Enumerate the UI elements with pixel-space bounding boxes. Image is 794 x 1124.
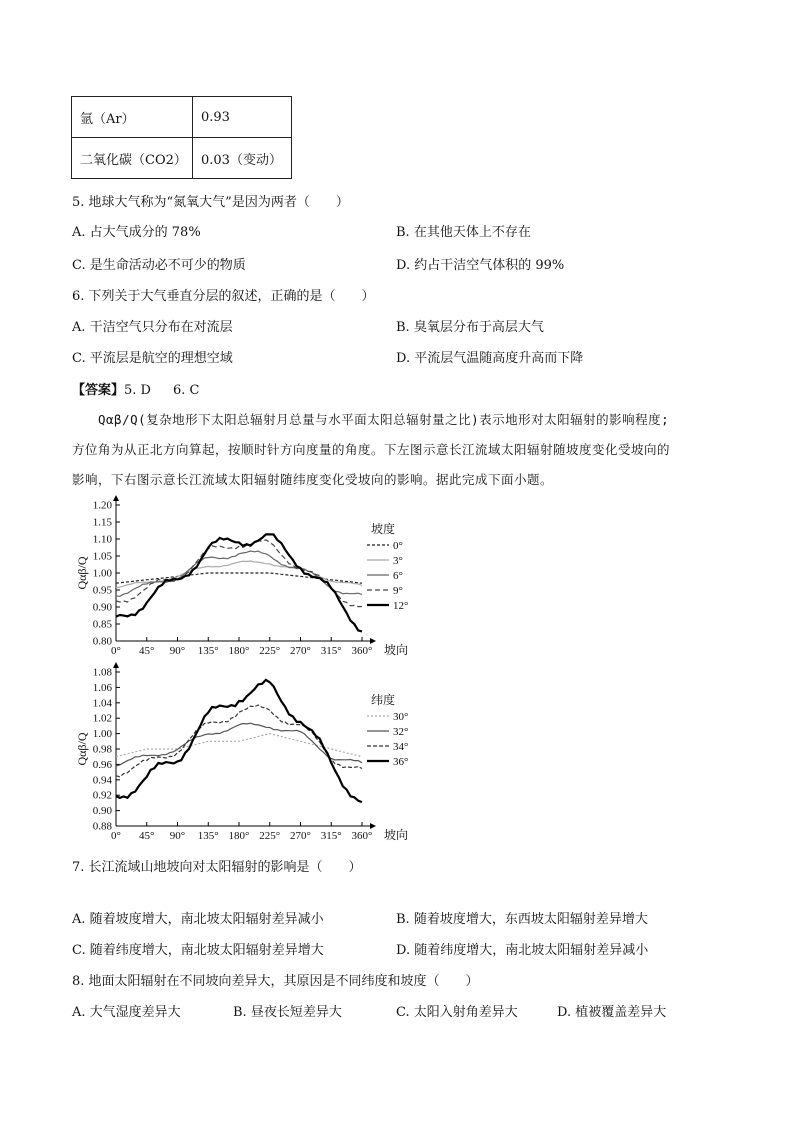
answer-line [72, 379, 199, 398]
y-axis-arrow [113, 662, 119, 668]
q5-option-d: D. 约占干洁空气体积的 99% [396, 258, 565, 273]
x-tick-label: 90° [169, 830, 186, 842]
x-tick-label: 225° [259, 830, 281, 842]
q8-option-b: B. 昼夜长短差异大 [233, 1005, 342, 1020]
q7-stem: 7. 长江流域山地坡向对太阳辐射的影响是（ ） [72, 860, 362, 875]
q6-option-d: D. 平流层气温随高度升高而下降 [396, 351, 584, 366]
table-cell-gas: 氩（Ar） [72, 97, 193, 138]
x-axis-arrow [370, 638, 376, 644]
y-tick-label: 1.00 [92, 567, 112, 580]
latitude-chart [72, 662, 452, 850]
q6-stem: 6. 下列关于大气垂直分层的叙述，正确的是（ ） [72, 289, 375, 304]
q6-option-c: C. 平流层是航空的理想空域 [72, 351, 233, 366]
y-tick-label: 0.90 [92, 805, 112, 818]
y-tick-label: 0.95 [92, 584, 112, 597]
answer-label: 【答案】 [72, 383, 125, 398]
q5-option-b: B. 在其他天体上不存在 [396, 225, 531, 240]
legend-title: 纬度 [371, 693, 396, 707]
legend-title: 坡度 [371, 522, 396, 536]
q7-option-b: B. 随着坡度增大，东西坡太阳辐射差异增大 [396, 912, 648, 927]
y-axis-arrow [113, 495, 119, 501]
x-axis-arrow [370, 823, 376, 829]
legend-label: 30° [393, 711, 409, 723]
q7-option-a: A. 随着坡度增大，南北坡太阳辐射差异减小 [72, 912, 324, 927]
passage-line-2: 方位角为从正北方向算起，按顺时针方向度量的角度。下左图示意长江流域太阳辐射随坡度变化受坡向的 [72, 442, 671, 457]
legend-label: 6° [393, 570, 403, 582]
y-tick-label: 1.04 [92, 697, 112, 710]
x-tick-label: 45° [139, 830, 155, 842]
x-axis-label: 坡向 [384, 828, 409, 842]
y-tick-label: 1.05 [92, 550, 112, 563]
x-tick-label: 0° [111, 645, 121, 657]
y-tick-label: 1.20 [92, 499, 112, 512]
table-cell-value: 0.93 [193, 97, 292, 138]
y-tick-label: 1.08 [92, 666, 112, 679]
x-tick-label: 360° [351, 830, 373, 842]
y-tick-label: 0.98 [92, 743, 112, 756]
y-tick-label: 0.80 [92, 635, 112, 648]
x-tick-label: 90° [169, 645, 186, 657]
table-cell-gas: 二氧化碳（CO2） [72, 138, 193, 179]
answer-6: 6. C [172, 383, 200, 398]
y-tick-label: 0.94 [92, 774, 112, 787]
x-tick-label: 315° [320, 645, 342, 657]
x-tick-label: 180° [228, 645, 250, 657]
q8-option-a: A. 大气湿度差异大 [72, 1005, 181, 1020]
x-tick-label: 270° [290, 830, 311, 842]
q6-option-b: B. 臭氧层分布于高层大气 [396, 320, 544, 335]
y-axis-label: Qαβ/Q [75, 556, 89, 590]
y-tick-label: 1.02 [92, 712, 112, 725]
q7-option-d: D. 随着纬度增大，南北坡太阳辐射差异减小 [396, 943, 649, 958]
legend-label: 0° [393, 540, 403, 552]
y-tick-label: 0.88 [92, 820, 112, 833]
x-tick-label: 225° [259, 645, 281, 657]
answer-5: 5. D [124, 383, 151, 398]
x-tick-label: 270° [290, 645, 311, 657]
q6-option-a: A. 干洁空气只分布在对流层 [72, 320, 233, 335]
legend-label: 36° [393, 756, 409, 768]
y-tick-label: 0.96 [92, 758, 112, 771]
y-axis-label: Qαβ/Q [75, 732, 89, 766]
series-line-6deg [116, 551, 362, 596]
x-axis-label: 坡向 [384, 643, 409, 657]
x-tick-label: 135° [197, 645, 219, 657]
legend-label: 12° [393, 600, 409, 612]
x-tick-label: 45° [139, 645, 155, 657]
q7-option-c: C. 随着纬度增大，南北坡太阳辐射差异增大 [72, 943, 324, 958]
q5-option-a: A. 占大气成分的 78% [72, 225, 201, 240]
gas-composition-table [71, 96, 292, 179]
y-tick-label: 0.90 [92, 601, 112, 614]
passage-line-1: Qαβ/Q(复杂地形下太阳总辐射月总量与水平面太阳总辐射量之比)表示地形对太阳辐射的影响程度; [98, 412, 670, 427]
legend-label: 9° [393, 585, 403, 597]
x-tick-label: 0° [111, 830, 121, 842]
q8-option-c: C. 太阳入射角差异大 [396, 1005, 518, 1020]
x-tick-label: 180° [228, 830, 250, 842]
passage-line-3: 影响，下右图示意长江流域太阳辐射随纬度变化受坡向的影响。据此完成下面小题。 [72, 472, 554, 487]
table-cell-value: 0.03（变动） [193, 138, 292, 179]
legend-label: 3° [393, 555, 403, 567]
y-tick-label: 1.06 [92, 681, 112, 694]
q5-option-c: C. 是生命活动必不可少的物质 [72, 258, 246, 273]
legend-label: 34° [393, 741, 409, 753]
q5-stem: 5. 地球大气称为“氮氧大气”是因为两者（ ） [72, 195, 349, 210]
q8-stem: 8. 地面太阳辐射在不同坡向差异大，其原因是不同纬度和坡度（ ） [72, 974, 479, 989]
table-row [72, 138, 292, 179]
y-tick-label: 1.00 [92, 728, 112, 741]
legend-label: 32° [393, 726, 409, 738]
x-tick-label: 360° [351, 645, 373, 657]
y-tick-label: 0.85 [92, 618, 112, 631]
y-tick-label: 1.15 [92, 516, 112, 529]
x-tick-label: 315° [320, 830, 342, 842]
y-tick-label: 0.92 [92, 789, 112, 802]
table-row [72, 97, 292, 138]
series-line-32deg [116, 723, 362, 766]
slope-chart [72, 493, 452, 665]
y-tick-label: 1.10 [92, 533, 112, 546]
q8-option-d: D. 植被覆盖差异大 [557, 1005, 667, 1020]
x-tick-label: 135° [197, 830, 219, 842]
